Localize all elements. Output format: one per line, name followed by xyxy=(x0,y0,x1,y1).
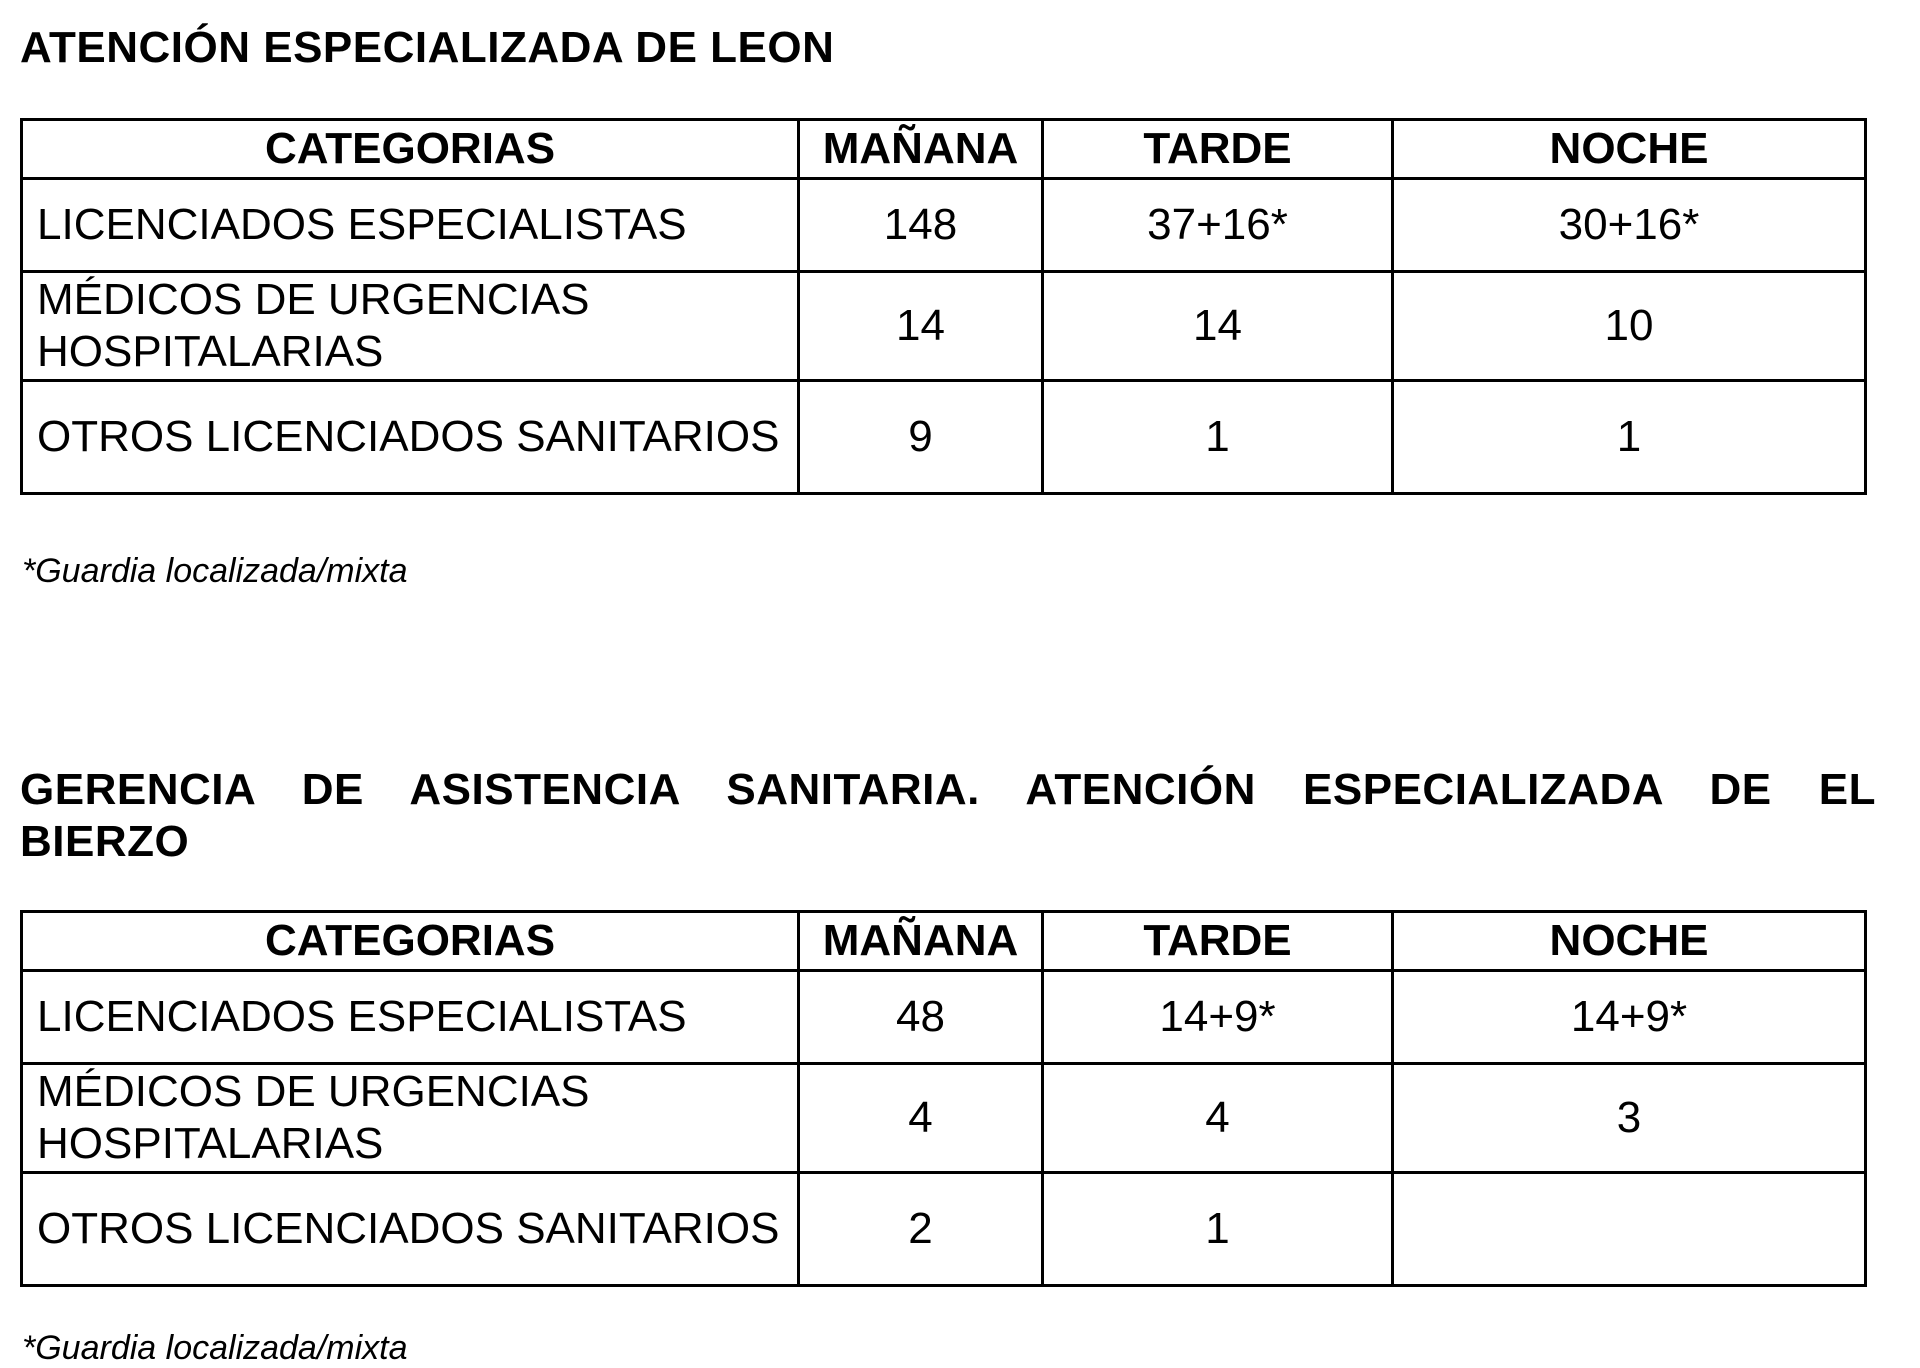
section-title-bierzo-line1: GERENCIA DE ASISTENCIA SANITARIA. ATENCIÓN ESPECIALIZADA DE EL xyxy=(20,765,1876,814)
cell-manana: 2 xyxy=(799,1173,1043,1286)
footnote-guardia-text: *Guardia localizada/mixta xyxy=(22,1329,408,1367)
cell-tarde: 14+9* xyxy=(1043,971,1393,1064)
cell-tarde: 37+16* xyxy=(1043,179,1393,272)
staffing-table-leon xyxy=(20,118,1867,495)
table-row xyxy=(22,381,1866,494)
header-tarde: TARDE xyxy=(1043,912,1393,971)
cell-categoria: OTROS LICENCIADOS SANITARIOS xyxy=(22,381,799,494)
cell-manana: 148 xyxy=(799,179,1043,272)
cell-noche: 1 xyxy=(1393,381,1866,494)
header-noche: NOCHE xyxy=(1393,912,1866,971)
cell-categoria: LICENCIADOS ESPECIALISTAS xyxy=(22,179,799,272)
table-header-row xyxy=(22,912,1866,971)
header-tarde: TARDE xyxy=(1043,120,1393,179)
cell-tarde: 4 xyxy=(1043,1064,1393,1173)
cell-tarde: 1 xyxy=(1043,381,1393,494)
header-categorias: CATEGORIAS xyxy=(22,120,799,179)
table-row xyxy=(22,179,1866,272)
cell-noche: 10 xyxy=(1393,272,1866,381)
cell-manana: 9 xyxy=(799,381,1043,494)
table-header-row xyxy=(22,120,1866,179)
cell-categoria: MÉDICOS DE URGENCIAS HOSPITALARIAS xyxy=(22,1064,799,1173)
footnote-guardia: *Guardia localizada/mixta xyxy=(22,552,408,590)
cell-categoria: MÉDICOS DE URGENCIAS HOSPITALARIAS xyxy=(22,272,799,381)
cell-noche: 3 xyxy=(1393,1064,1866,1173)
cell-manana: 4 xyxy=(799,1064,1043,1173)
cell-manana: 48 xyxy=(799,971,1043,1064)
table-row xyxy=(22,272,1866,381)
section-title-bierzo-line2: BIERZO xyxy=(20,817,190,866)
cell-categoria: OTROS LICENCIADOS SANITARIOS xyxy=(22,1173,799,1286)
cell-manana: 14 xyxy=(799,272,1043,381)
footnote-guardia-cropped xyxy=(22,1328,622,1367)
staffing-table-bierzo xyxy=(20,910,1867,1287)
cell-noche xyxy=(1393,1173,1866,1286)
cell-tarde: 1 xyxy=(1043,1173,1393,1286)
table-row xyxy=(22,1064,1866,1173)
header-manana: MAÑANA xyxy=(799,912,1043,971)
table-row xyxy=(22,971,1866,1064)
cell-noche: 14+9* xyxy=(1393,971,1866,1064)
cell-categoria: LICENCIADOS ESPECIALISTAS xyxy=(22,971,799,1064)
section-title-leon: ATENCIÓN ESPECIALIZADA DE LEON xyxy=(20,23,835,72)
cell-tarde: 14 xyxy=(1043,272,1393,381)
section-title-bierzo xyxy=(20,764,1876,868)
header-categorias: CATEGORIAS xyxy=(22,912,799,971)
cell-noche: 30+16* xyxy=(1393,179,1866,272)
header-manana: MAÑANA xyxy=(799,120,1043,179)
header-noche: NOCHE xyxy=(1393,120,1866,179)
table-row xyxy=(22,1173,1866,1286)
